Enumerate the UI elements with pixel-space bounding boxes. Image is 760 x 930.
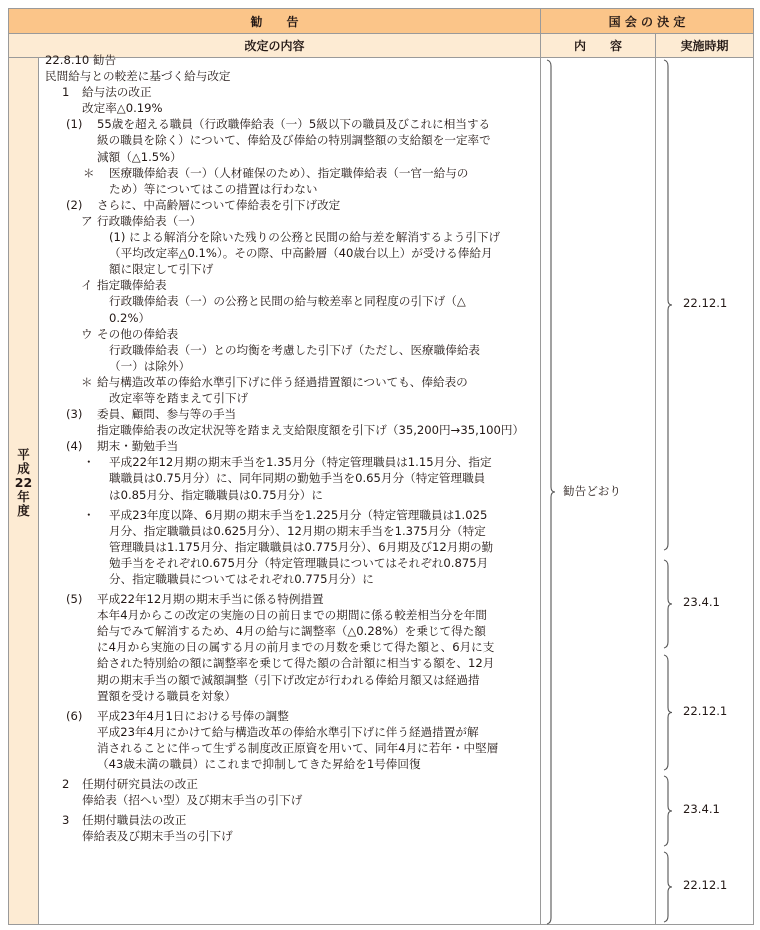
content-text: 行政職俸給表（一）との均衡を考慮した引下げ（ただし、医療職俸給表	[109, 342, 481, 357]
content-line	[38, 310, 532, 326]
content-line	[38, 438, 532, 454]
content-line	[38, 165, 532, 181]
content-line	[38, 724, 532, 740]
content-line	[38, 740, 532, 756]
content-text: 平成22年12月期の期末手当を1.35月分（特定管理職員は1.15月分、指定	[109, 455, 492, 470]
content-line	[38, 470, 532, 486]
content-text: 給与構造改革の俸給水準引下げに伴う経過措置額についても、俸給表の	[97, 374, 468, 389]
list-marker: (2)	[66, 197, 83, 212]
list-marker: 3	[62, 813, 70, 828]
content-text: 平成23年4月にかけて給与構造改革の俸給水準引下げに伴う経過措置が解	[97, 724, 479, 739]
effective-date-label: 23.4.1	[683, 595, 720, 609]
content-line	[38, 116, 532, 132]
content-text: は0.85月分、指定職職員は0.75月分）に	[109, 487, 323, 502]
content-line	[38, 776, 532, 792]
content-text: 委員、顧問、参与等の手当	[97, 407, 237, 422]
fiscal-year-label	[9, 448, 38, 518]
content-text: 期末・勤勉手当	[97, 439, 179, 454]
list-marker: イ	[81, 278, 93, 293]
content-line	[38, 523, 532, 539]
content-text: 指定職俸給表	[97, 278, 167, 293]
content-line	[38, 213, 532, 229]
content-text: 勉手当をそれぞれ0.675月分（特定管理職員についてはそれぞれ0.875月	[109, 555, 489, 570]
content-text: 置額を受ける職員を対象）	[97, 688, 237, 703]
brace-icon	[663, 655, 673, 770]
list-marker: 1	[62, 85, 70, 100]
content-line	[38, 454, 532, 470]
content-text: (1) による解消分を除いた残りの公務と民間の給与差を解消するよう引下げ	[109, 230, 501, 245]
year-char: 度	[17, 503, 30, 518]
content-text: 月分、指定職職員は0.625月分）、12月期の期末手当を1.375月分（特定	[109, 523, 486, 538]
content-line	[38, 607, 532, 623]
content-text: （一）は除外）	[109, 358, 191, 373]
content-line	[38, 406, 532, 422]
content-text: 分、指定職職員についてはそれぞれ0.775月分）に	[109, 572, 374, 586]
content-text: 任期付研究員法の改正	[82, 777, 198, 792]
content-text: 俸給表及び期末手当の引下げ	[82, 829, 233, 844]
year-char: 平	[17, 447, 30, 462]
content-line	[38, 181, 532, 197]
content-line	[38, 52, 532, 68]
content-line	[38, 623, 532, 639]
effective-date-label: 23.4.1	[683, 802, 720, 816]
content-line	[38, 812, 532, 828]
content-text: ため）等についてはこの措置は行わない	[109, 181, 318, 196]
content-line	[38, 487, 532, 503]
list-marker: ウ	[81, 326, 93, 341]
decision-content-label: 勧告どおり	[563, 484, 621, 498]
content-text: さらに、中高齢層について俸給表を引下げ改定	[97, 197, 341, 212]
column-divider	[540, 9, 541, 924]
content-text: （43歳未満の職員）にこれまで抑制してきた昇給を1号俸回復	[97, 757, 421, 772]
header-effective-date: 実施時期	[680, 39, 729, 53]
effective-date-label: 22.12.1	[683, 296, 728, 310]
content-line	[38, 245, 532, 261]
year-char: 22	[14, 475, 33, 490]
content-text: （平均改定率△0.1%）。その際、中高齢層（40歳台以上）が受ける俸給月	[109, 246, 493, 261]
content-text: その他の俸給表	[97, 326, 179, 341]
revision-content-body	[38, 52, 532, 845]
content-line	[38, 792, 532, 808]
list-marker: ＊	[81, 374, 93, 389]
content-text: 55歳を超える職員（行政職俸給表（一）5級以下の職員及びこれに相当する	[97, 117, 491, 132]
content-text: 行政職俸給表（一）の公務と民間の給与較差率と同程度の引下げ（△	[109, 294, 466, 309]
list-marker: ・	[83, 455, 95, 470]
content-text: 22.8.10 勧告	[45, 53, 117, 67]
content-text: 級の職員を除く）について、俸給及び俸給の特別調整額の支給額を一定率で	[97, 133, 491, 148]
content-line	[38, 149, 532, 165]
content-line	[38, 639, 532, 655]
content-text: 任期付職員法の改正	[82, 813, 187, 828]
list-marker: ＊	[83, 165, 95, 180]
fiscal-year-column	[9, 58, 39, 924]
brace-icon	[663, 852, 673, 922]
header-diet-decision: 国 会 の 決 定	[608, 14, 686, 29]
content-line	[38, 390, 532, 406]
content-text: 平成22年12月期の期末手当に係る特例措置	[97, 592, 324, 607]
year-char: 年	[17, 489, 30, 504]
content-line	[38, 100, 532, 116]
content-line	[38, 342, 532, 358]
content-text: に4月から実施の日の属する月の前月までの月数を乗じて得た額と、6月に支	[97, 640, 495, 655]
content-text: 給与法の改正	[82, 85, 152, 100]
content-text: 管理職員は1.175月分、指定職職員は0.775月分）、6月期及び12月期の勤	[109, 539, 494, 554]
content-text: 減額（△1.5%）	[97, 149, 182, 164]
content-line	[38, 358, 532, 374]
content-text: 医療職俸給表（一）（人材確保のため）、指定職俸給表（一官一給与の	[109, 165, 469, 180]
list-marker: (6)	[66, 708, 83, 723]
content-line	[38, 84, 532, 100]
content-line	[38, 326, 532, 342]
content-text: 給された特別給の額に調整率を乗じて得た額の合計額に相当する額を、12月	[97, 656, 495, 671]
header-recommendation: 勧 告	[250, 14, 299, 29]
content-line	[38, 828, 532, 844]
list-marker: (5)	[66, 592, 83, 607]
content-line	[38, 756, 532, 772]
content-text: 指定職俸給表の改定状況等を踏まえ支給限度額を引下げ（35,200円→35,100円）	[97, 423, 525, 438]
content-line	[38, 277, 532, 293]
content-text: 行政職俸給表（一）	[97, 213, 202, 228]
header-revision-content: 改定の内容	[244, 39, 305, 53]
effective-date-label: 22.12.1	[683, 878, 728, 892]
content-line	[38, 374, 532, 390]
content-line	[38, 229, 532, 245]
content-text: 改定率△0.19%	[82, 101, 163, 116]
list-marker: (4)	[66, 439, 83, 454]
content-text: 給与でみて解消するため、4月の給与に調整率（△0.28%）を乗じて得た額	[97, 624, 486, 639]
content-text: 平成23年度以降、6月期の期末手当を1.225月分（特定管理職員は1.025	[109, 507, 488, 522]
header-row-primary	[9, 9, 753, 34]
content-text: 職職員は0.75月分）に、同年同期の勤勉手当を0.65月分（特定管理職員	[109, 471, 486, 486]
content-line	[38, 688, 532, 704]
year-char: 成	[17, 461, 30, 476]
content-line	[38, 132, 532, 148]
content-line	[38, 422, 532, 438]
list-marker: ア	[81, 213, 93, 228]
content-text: 改定率等を踏まえて引下げ	[109, 390, 249, 405]
content-text: 消されることに伴って生ずる制度改正原資を用いて、同年4月に若年・中堅層	[97, 740, 499, 755]
content-text: 民間給与との較差に基づく給与改定	[45, 69, 231, 84]
content-line	[38, 539, 532, 555]
content-line	[38, 672, 532, 688]
content-line	[38, 555, 532, 571]
content-line	[38, 507, 532, 523]
brace-icon	[663, 60, 673, 550]
content-line	[38, 571, 532, 587]
content-line	[38, 591, 532, 607]
column-divider	[655, 34, 656, 924]
content-text: 額に限定して引下げ	[109, 262, 214, 277]
brace-icon	[546, 60, 556, 924]
content-line	[38, 68, 532, 84]
content-line	[38, 293, 532, 309]
list-marker: (1)	[66, 117, 83, 132]
content-line	[38, 708, 532, 724]
content-text: 0.2%）	[109, 310, 151, 325]
content-line	[38, 197, 532, 213]
list-marker: ・	[83, 507, 95, 522]
list-marker: 2	[62, 777, 70, 792]
content-text: 期の期末手当の額で減額調整（引下げ改定が行われる俸給月額又は経過措	[97, 672, 480, 687]
content-text: 平成23年4月1日における号俸の調整	[97, 708, 289, 723]
brace-icon	[663, 776, 673, 846]
list-marker: (3)	[66, 407, 83, 422]
brace-icon	[663, 560, 673, 648]
content-text: 本年4月からこの改定の実施の日の前日までの期間に係る較差相当分を年間	[97, 608, 487, 623]
content-line	[38, 655, 532, 671]
effective-date-label: 22.12.1	[683, 703, 728, 718]
content-line	[38, 261, 532, 277]
header-content: 内 容	[573, 39, 622, 53]
content-text: 俸給表（招へい型）及び期末手当の引下げ	[82, 793, 303, 808]
